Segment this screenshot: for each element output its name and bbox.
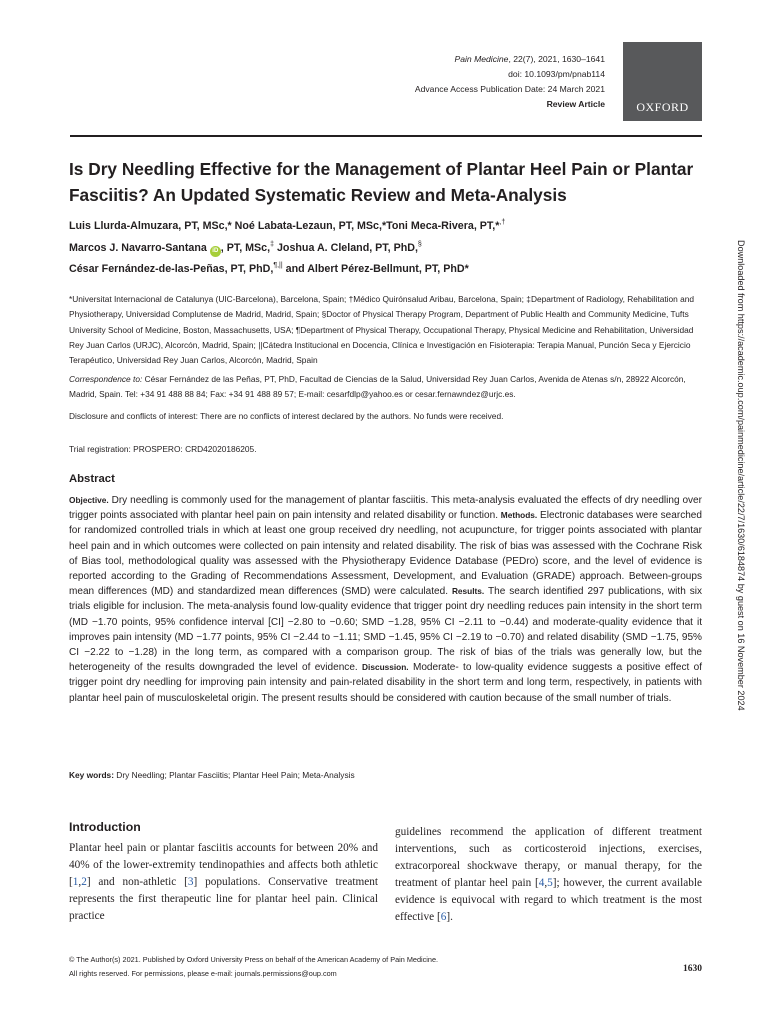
- author-line-2: Marcos J. Navarro-Santana iD , PT, MSc,‡ Joshua A. Cleland, PT, PhD,§: [69, 236, 709, 258]
- download-note-text: Downloaded from https://academic.oup.com/painmedicine/article/22/7/1630/6184874 by guest on 16 November 2024: [736, 240, 746, 711]
- download-watermark: [733, 240, 747, 785]
- correspondence-label: Correspondence to:: [69, 374, 143, 384]
- methods-text: Electronic databases were searched for randomized controlled trials in which at least one group received dry needling, not acupuncture, for trigger points associated with plantar heel pain and in which outcomes were collected on pain intensity and related disability. The risk of bias was assessed with the Cochrane Risk of Bias tool, methodological quality was assessed with the Physiotherapy Evidence Database (PEDro) score, and the level of evidence is reported according to the Grading of Recommendations Assessment, Development, and Evaluation (GRADE) approach. Between-groups mean differences (MD) and standardized mean differences (SMD) were calculated.: [69, 510, 702, 598]
- reference-link[interactable]: 4: [538, 876, 545, 889]
- discussion-label: Discussion.: [362, 662, 409, 673]
- page-number: 1630: [683, 964, 702, 974]
- header-meta: [360, 52, 605, 112]
- disclosure-statement: Disclosure and conflicts of interest: There are no conflicts of interest declared by the authors. No funds were received.: [69, 411, 504, 421]
- oxford-logo: [623, 42, 702, 121]
- journal-name: Pain Medicine: [454, 54, 509, 64]
- results-text: The search identified 297 publications, with six trials eligible for inclusion. The meta-analysis found low-quality evidence that trigger point dry needling reduces pain intensity in the short term (MD −1.70 points, 95% confidence interval [CI] −2.80 to −0.60; SMD −1.28, 95% CI −2.11 to −0.44) and moderate-quality evidence that it improves pain intensity (MD −1.77 points, 95% CI −2.44 to −1.11; SMD −1.45, 95% CI −2.19 to −0.70) and related disability (SMD −1.75, 95% CI −2.22 to −1.28) in the long term, as compared with a comparison group. The risk of bias of the trials was generally low, but the heterogeneity of the results downgraded the level of evidence.: [69, 586, 702, 674]
- abstract-heading: Abstract: [69, 473, 115, 485]
- introduction-heading: Introduction: [69, 820, 141, 834]
- affiliations: *Universitat Internacional de Catalunya (UIC-Barcelona), Barcelona, Spain; †Médico Quirónsalud Aribau, Barcelona, Spain; ‡Department of Radiology, Rehabilitation and Physiotherapy, Universidad Complutense de Madrid, Madrid, Spain; §Doctor of Physical Therapy Program, Department of Public Health and Community Medicine, Tufts University School of Medicine, Boston, Massachusetts, USA; ¶Department of Physical Therapy, Occupational Therapy, Physical Medicine and Rehabilitation, Universidad Rey Juan Carlos (URJC), Alcorcón, Madrid, Spain; ||Cátedra Institucional en Docencia, Clínica e Investigación en Fisioterapia: Terapia Manual, Punción Seca y Ejercicio Terapéutico, Universidad Rey Juan Carlos, Alcorcón, Madrid, Spain: [69, 294, 695, 366]
- results-label: Results.: [451, 586, 485, 597]
- objective-text: Dry needling is commonly used for the management of plantar fasciitis. This meta-analysis evaluated the effects of dry needling over trigger points associated with plantar heel pain on pain intensity and related disability or function.: [69, 495, 702, 522]
- keywords: Key words: Dry Needling; Plantar Fasciitis; Plantar Heel Pain; Meta-Analysis: [69, 770, 355, 780]
- reference-link[interactable]: 3: [187, 875, 194, 888]
- copyright-notice: © The Author(s) 2021. Published by Oxford University Press on behalf of the American Academy of Pain Medicine.: [69, 955, 439, 964]
- author-line-1: Luis Llurda-Almuzara, PT, MSc,* Noé Labata-Lezaun, PT, MSc,*Toni Meca-Rivera, PT,*,†: [69, 219, 506, 232]
- orcid-icon[interactable]: iD: [210, 246, 221, 257]
- reference-link[interactable]: 2: [81, 875, 87, 888]
- advance-access-date: Advance Access Publication Date: 24 March 2021: [414, 84, 605, 94]
- correspondence: Correspondence to: César Fernández de las Peñas, PT, PhD, Facultad de Ciencias de la Salud, Universidad Rey Juan Carlos, Avenida de Atenas s/n, 28922 Alcorcón, Madrid, Spain. Tel: +34 91 488 88 84; Fax: +34 91 488 89 57; E-mail: cesarfdlp@yahoo.es or cesar.fernawndez@urjc.es.: [69, 374, 686, 400]
- doi[interactable]: doi: 10.1093/pm/pnab114: [508, 69, 605, 79]
- author-line-3: César Fernández-de-las-Peñas, PT, PhD,¶,|| and Albert Pérez-Bellmunt, PT, PhD*: [69, 262, 469, 275]
- trial-registration: Trial registration: PROSPERO: CRD42020186205.: [69, 444, 257, 454]
- introduction-left-column: Plantar heel pain or plantar fasciitis accounts for between 20% and 40% of the lower-extremity tendinopathies and affects both athletic [1,2] and non-athletic [3] populations. Conservative treatment represents the first therapeutic line for plantar heel pain. Clinical practice: [69, 842, 378, 922]
- keywords-label: Key words:: [69, 770, 114, 780]
- abstract-body: [69, 493, 702, 706]
- author-list: [69, 214, 709, 279]
- article-title: Is Dry Needling Effective for the Management of Plantar Heel Pain or Plantar Fasciitis? An Updated Systematic Review and Meta-Analysis: [69, 159, 694, 205]
- objective-label: Objective.: [69, 495, 109, 505]
- introduction-right-column: guidelines recommend the application of different treatment interventions, such as corticosteroid injections, exercises, extracorporeal shockwave therapy, or manual therapy, for the treatment of plantar heel pain [4,5]; however, the current available evidence is equivocal with regard to which treatment is the most effective [6].: [395, 826, 702, 923]
- reference-link[interactable]: 6: [440, 910, 447, 923]
- permissions-notice: All rights reserved. For permissions, please e-mail: journals.permissions@oup.com: [69, 969, 337, 978]
- reference-link[interactable]: 5: [547, 876, 553, 889]
- methods-label: Methods.: [500, 510, 538, 521]
- reference-link[interactable]: 1: [72, 875, 79, 888]
- journal-citation: Pain Medicine, 22(7), 2021, 1630–1641: [454, 54, 605, 64]
- logo-text: OXFORD: [636, 100, 689, 114]
- discussion-text: Moderate- to low-quality evidence suggests a positive effect of trigger point dry needling for improving pain intensity and pain-related disability in the short term and long term, respectively, in patients with plantar heel pain of musculoskeletal origin. The present results should be considered with caution because of the small number of trials.: [69, 662, 702, 704]
- article-type: Review Article: [546, 99, 605, 109]
- header-divider: [70, 135, 702, 137]
